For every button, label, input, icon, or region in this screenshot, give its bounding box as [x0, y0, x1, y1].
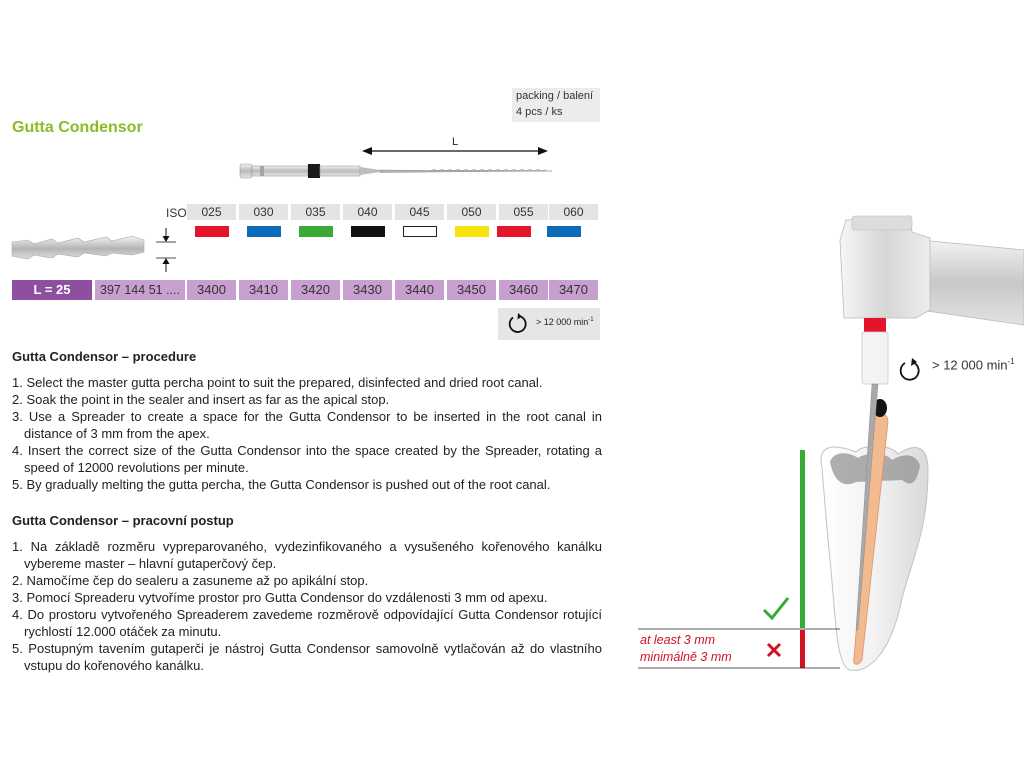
list-item: 2. Soak the point in the sealer and insert as far as the apical stop.	[12, 392, 390, 407]
packing-box	[512, 88, 600, 122]
list-item: 5. Postupným tavením gutaperči je nástroj Gutta Condensor samovolně vytlačován až do vlastního vstupu do kořenového kanálku.	[12, 641, 602, 673]
at-least-en: at least 3 mm	[640, 633, 716, 647]
length-label: L	[452, 136, 459, 148]
list-item: 3. Pomocí Spreaderu vytvoříme prostor pro Gutta Condensor do vzdálenosti 3 mm od apexu.	[12, 590, 548, 605]
catalog-code-055: 3460	[499, 280, 548, 300]
color-swatch-030	[247, 226, 281, 237]
rotation-icon	[901, 358, 919, 380]
list-item: 1. Na základě rozměru vypreparovaného, vydezinfikovaného a vysušeného kořenového kanálku vybereme master – hlavní gutaperčový čep.	[12, 539, 602, 571]
packing-line-2: 4 pcs / ks	[516, 106, 563, 118]
size-055: 055	[499, 204, 548, 220]
color-swatch-025	[195, 226, 229, 237]
handpiece-head	[840, 216, 930, 318]
color-swatch-040	[351, 226, 385, 237]
arrow-up-icon	[163, 258, 170, 264]
tip-illustration	[8, 226, 190, 274]
handle-ring	[308, 164, 320, 178]
list-item: 4. Insert the correct size of the Gutta Condensor into the space created by the Spreader, rotating a speed of 12000 revolutions per minute.	[12, 443, 602, 475]
packing-line-1: packing / balení	[516, 90, 594, 102]
rpm-box-text: > 12 000 $\min^{-1}$	[536, 317, 594, 327]
rpm-box	[498, 308, 600, 340]
handpiece-arm	[920, 240, 1024, 325]
cross-icon	[768, 644, 780, 656]
list-item: 3. Use a Spreader to create a space for the Gutta Condensor to be inserted in the root canal in distance of 3 mm from the apex.	[12, 409, 602, 441]
size-060: 060	[549, 204, 598, 220]
procedure-en-heading: Gutta Condensor – procedure	[12, 349, 197, 364]
list-item: 4. Do prostoru vytvořeného Spreaderem zavedeme rozměrově odpovídající Gutta Condensor rotující rychlostí 12.000 otáček za minutu.	[12, 607, 602, 639]
catalog-code-025: 3400	[187, 280, 236, 300]
color-swatch-060	[547, 226, 581, 237]
ok-depth-bar	[800, 450, 805, 628]
catalog-code-030: 3410	[239, 280, 288, 300]
check-icon	[764, 598, 788, 618]
page-title: Gutta Condensor	[12, 119, 143, 136]
tooth-illustration	[630, 200, 1024, 680]
procedure-cz-heading: Gutta Condensor – pracovní postup	[12, 513, 234, 528]
color-swatch-045	[403, 226, 437, 237]
catalog-code-050: 3450	[447, 280, 496, 300]
arrow-right-icon	[538, 147, 548, 155]
list-item: 1. Select the master gutta percha point to suit the prepared, disinfected and dried root canal.	[12, 375, 543, 390]
color-swatch-055	[497, 226, 531, 237]
procedure-en-list	[12, 374, 602, 493]
catalog-code-045: 3440	[395, 280, 444, 300]
size-025: 025	[187, 204, 236, 220]
catalog-code-035: 3420	[291, 280, 340, 300]
minimum-depth-label	[640, 632, 732, 666]
red-ring	[864, 318, 886, 332]
bad-depth-bar	[800, 630, 805, 668]
catalog-code-060: 3470	[549, 280, 598, 300]
at-least-cz: minimálně 3 mm	[640, 650, 732, 664]
list-item: 2. Namočíme čep do sealeru a zasuneme až po apikální stop.	[12, 573, 369, 588]
size-040: 040	[343, 204, 392, 220]
catalog-code-040: 3430	[343, 280, 392, 300]
procedure-cz-list	[12, 538, 602, 674]
size-050: 050	[447, 204, 496, 220]
list-item: 5. By gradually melting the gutta percha, the Gutta Condensor is pushed out of the root canal.	[12, 477, 551, 492]
size-035: 035	[291, 204, 340, 220]
color-swatch-035	[299, 226, 333, 237]
rpm-label: > 12 000 $\min^{-1}$	[932, 357, 1015, 373]
iso-label: ISO	[166, 206, 187, 220]
arrow-down-icon	[163, 236, 170, 242]
size-030: 030	[239, 204, 288, 220]
arrow-left-icon	[362, 147, 372, 155]
color-swatch-050	[455, 226, 489, 237]
rotation-icon	[507, 313, 529, 335]
length-row-label: L = 25	[12, 280, 92, 300]
size-045: 045	[395, 204, 444, 220]
instrument-drawing	[230, 130, 560, 190]
catalog-code-prefix: 397 144 51 ....	[95, 280, 185, 300]
